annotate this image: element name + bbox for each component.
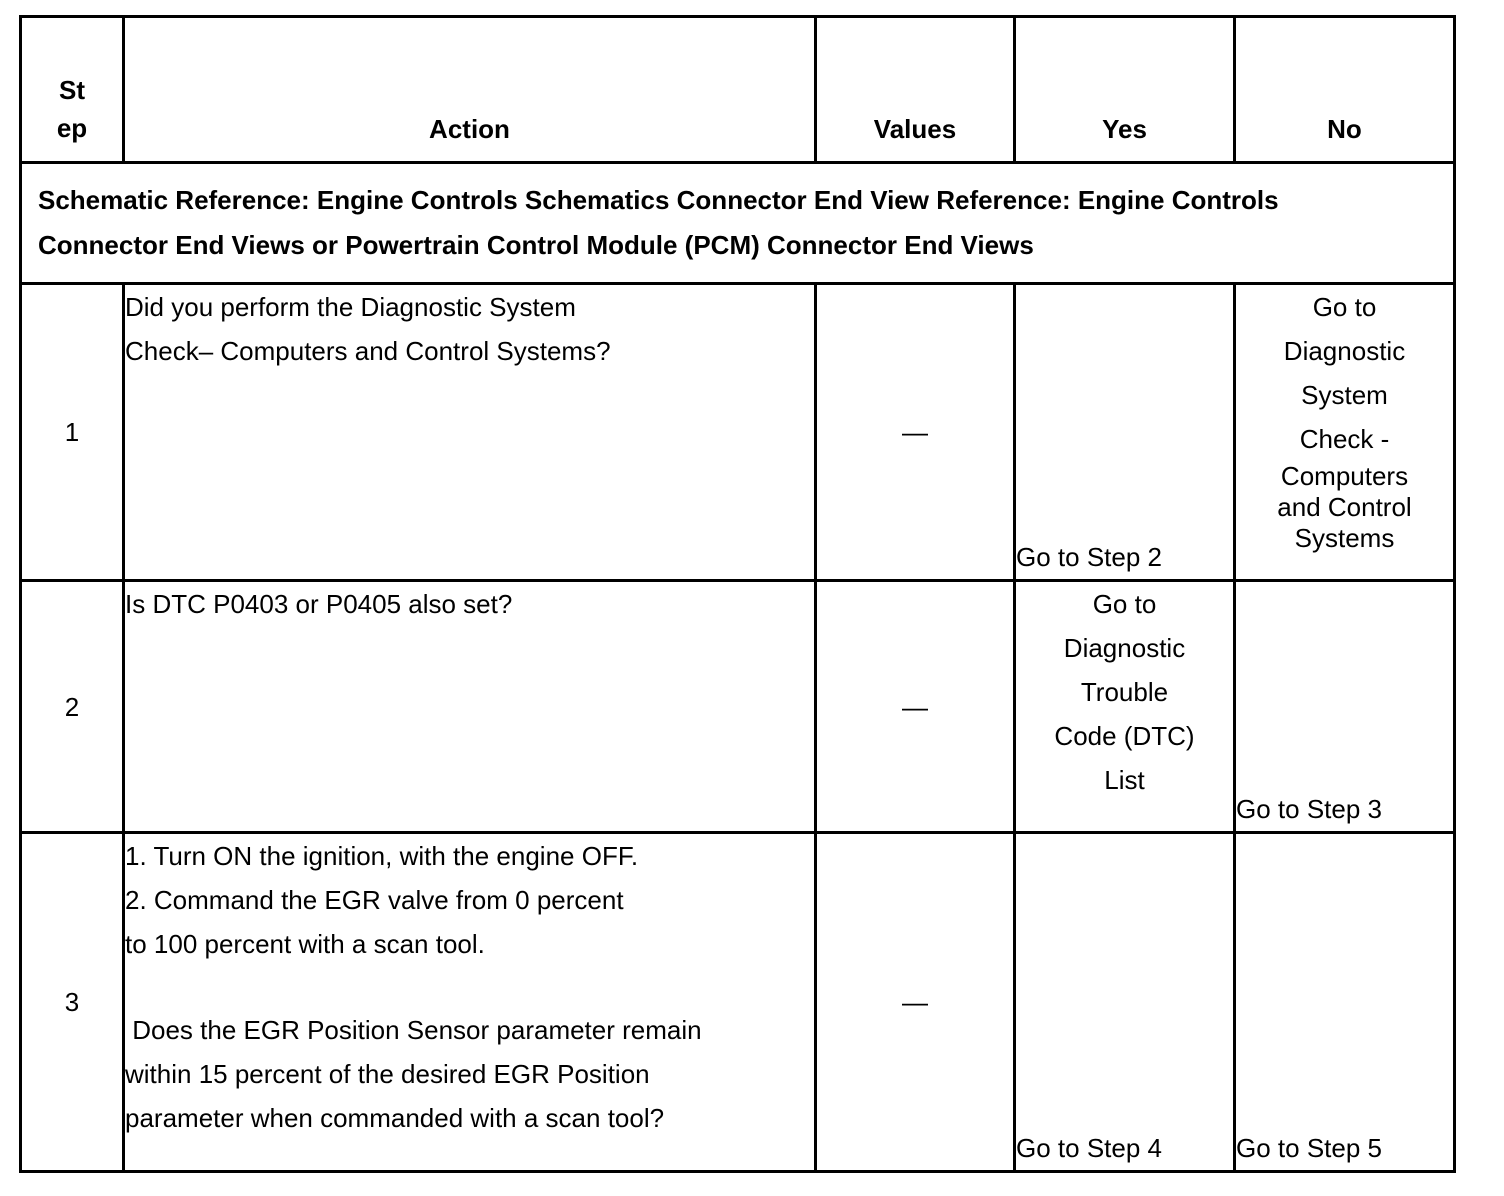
header-no: No [1235,17,1455,163]
no-cell: Go to Step 5 [1235,833,1455,1172]
action-cell [124,284,816,581]
header-values: Values [816,17,1015,163]
action-line: within 15 percent of the desired EGR Position [125,1059,650,1089]
value-cell: — [816,284,1015,581]
action-line: 2. Command the EGR valve from 0 percent [125,885,624,915]
yes-line: Go to [1092,589,1157,619]
table-row [21,284,1455,581]
table-row [21,833,1455,1172]
step-number: 2 [21,581,124,833]
yes-line: Code (DTC) [1054,721,1195,751]
header-row [21,17,1455,163]
value-cell: — [816,833,1015,1172]
action-line: Did you perform the Diagnostic System [125,292,576,322]
header-step-line2: ep [56,113,88,143]
no-line: Computers [1280,461,1409,491]
action-line: parameter when commanded with a scan tool? [125,1103,665,1133]
header-step-line1: St [59,75,85,105]
step-number: 1 [21,284,124,581]
spacer [125,966,814,1008]
reference-line: Schematic Reference: Engine Controls Schematics Connector End View Reference: Engine Controls [38,185,1279,215]
header-step [21,17,124,163]
no-line: Diagnostic [1283,336,1406,366]
yes-line: List [1104,765,1145,795]
no-line: Check - [1299,424,1390,454]
no-cell: Go to Step 3 [1235,581,1455,833]
action-line: Check– Computers and Control Systems? [125,336,611,366]
header-yes: Yes [1015,17,1235,163]
no-line: and Control [1277,492,1412,522]
reference-line: Connector End Views or Powertrain Control Module (PCM) Connector End Views [38,230,1034,260]
no-line: Systems [1294,523,1395,553]
no-cell [1235,284,1455,581]
reference-row [21,163,1455,284]
reference-cell [21,163,1455,284]
action-cell [124,833,816,1172]
step-number: 3 [21,833,124,1172]
action-cell [124,581,816,833]
action-line: Does the EGR Position Sensor parameter remain [125,1015,702,1045]
diagnostic-table [19,15,1456,1173]
no-line: System [1301,380,1388,410]
action-line: 1. Turn ON the ignition, with the engine OFF. [125,841,639,871]
no-line: Go to [1312,292,1377,322]
yes-cell: Go to Step 2 [1015,284,1235,581]
yes-cell [1015,581,1235,833]
header-action: Action [124,17,816,163]
yes-line: Trouble [1080,677,1169,707]
yes-line: Diagnostic [1063,633,1186,663]
action-line: Is DTC P0403 or P0405 also set? [125,589,513,619]
table-row [21,581,1455,833]
action-line: to 100 percent with a scan tool. [125,929,485,959]
value-cell: — [816,581,1015,833]
yes-cell: Go to Step 4 [1015,833,1235,1172]
